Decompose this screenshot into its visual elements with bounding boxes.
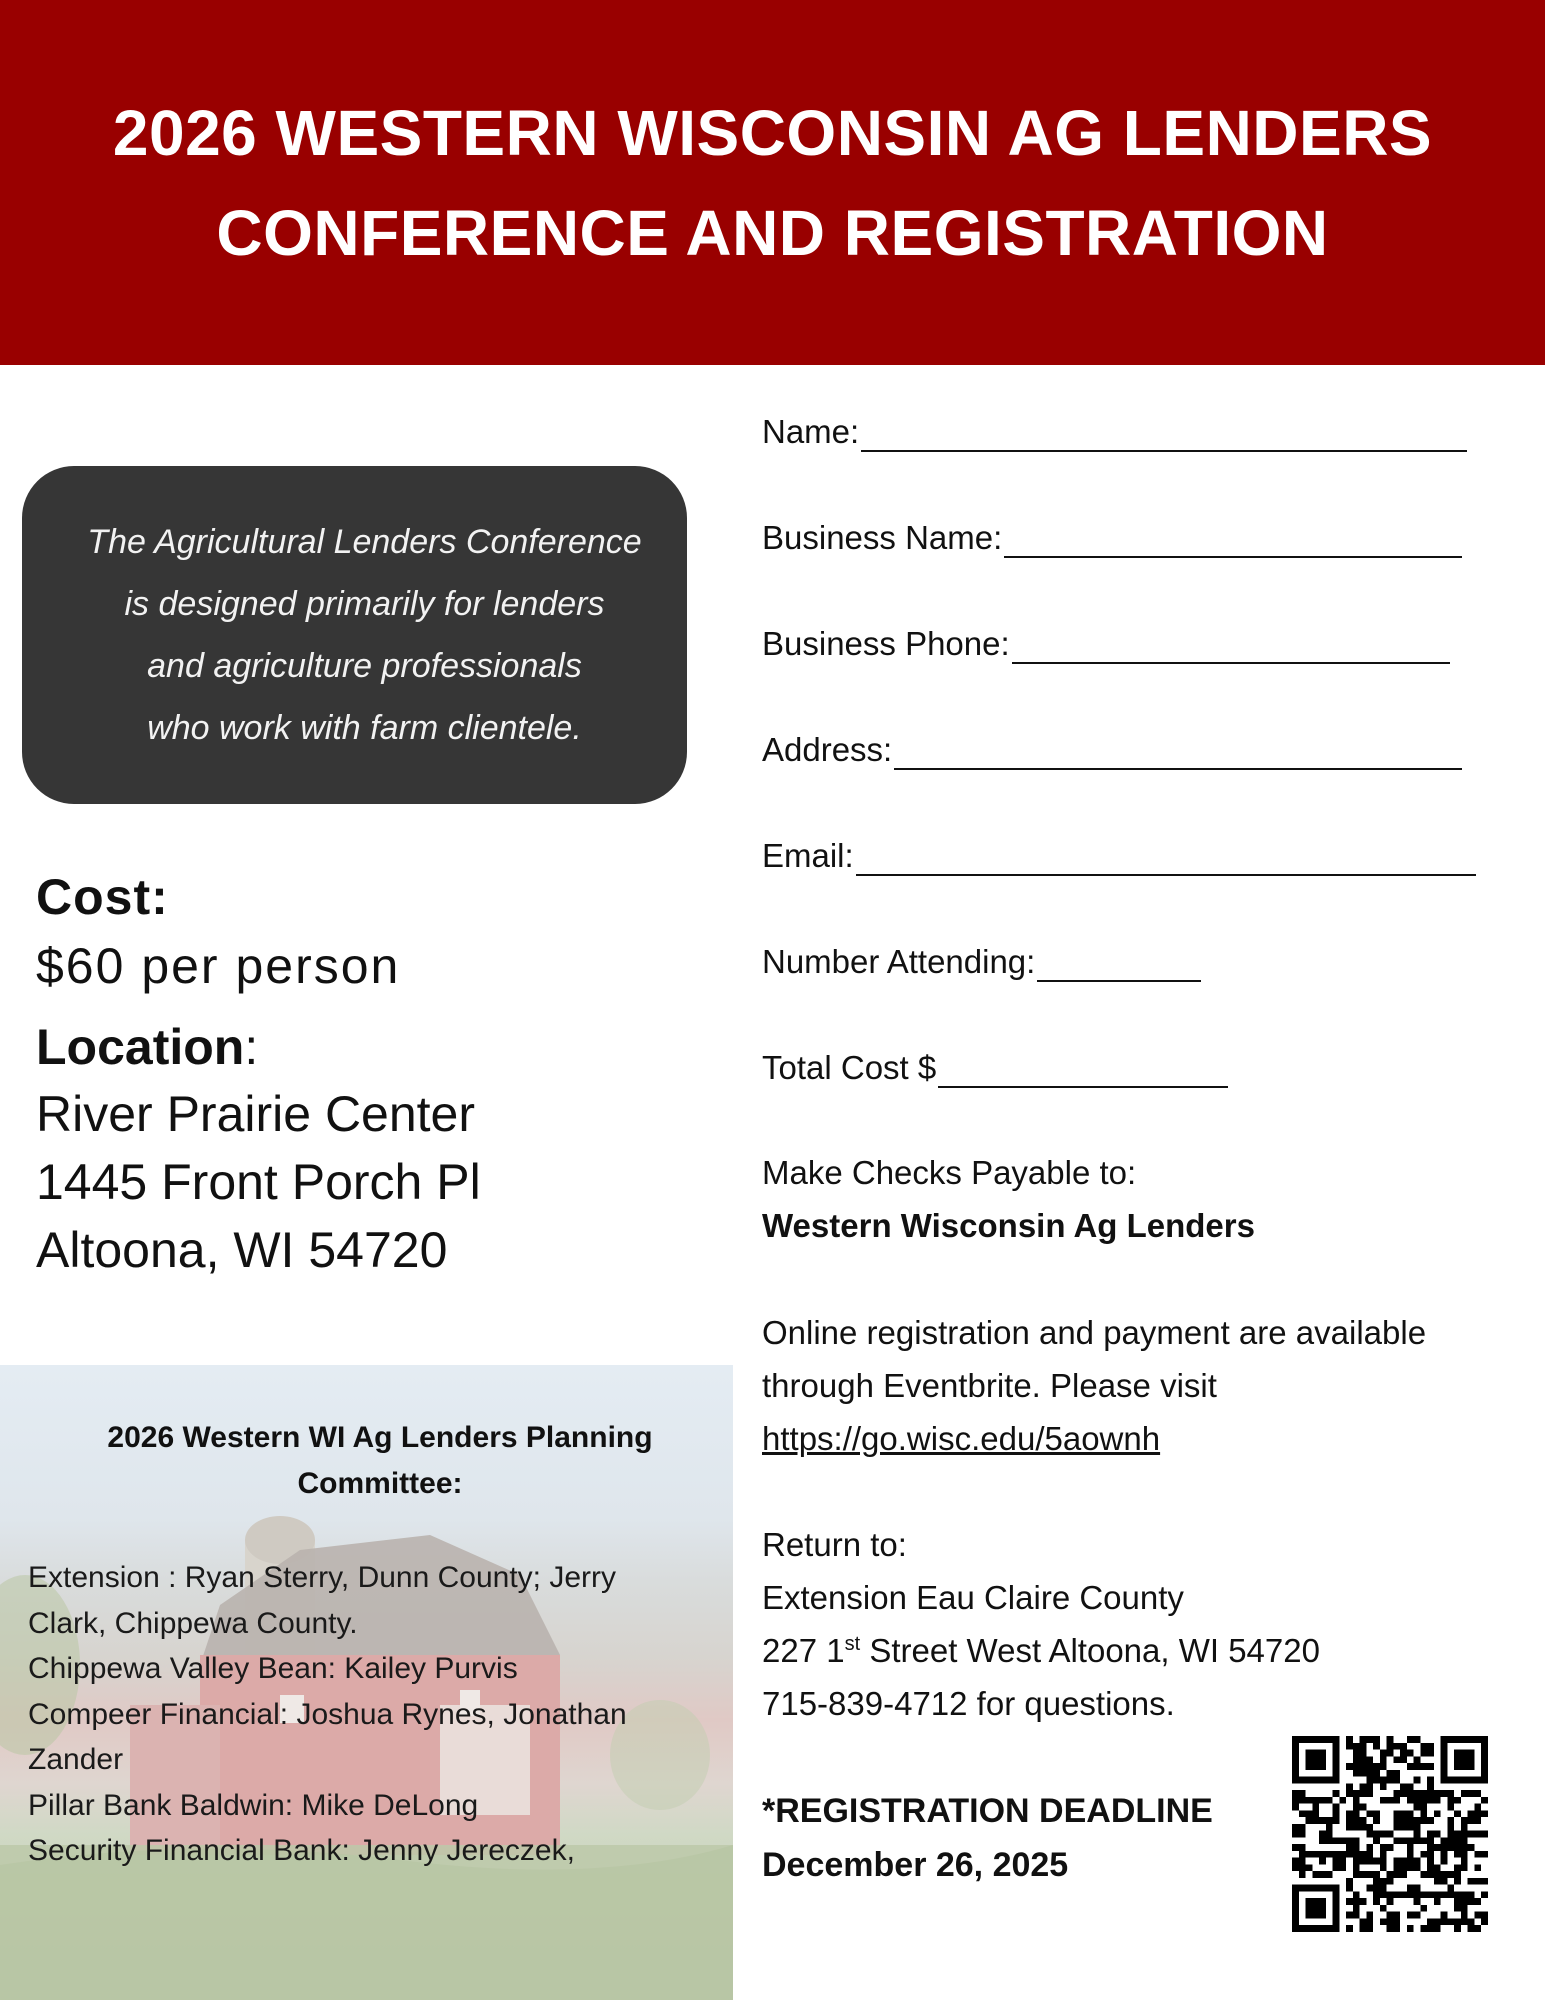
name-line[interactable] <box>861 420 1467 452</box>
address-label: Address: <box>762 731 893 768</box>
return-org: Extension Eau Claire County <box>762 1579 1184 1616</box>
event-info <box>36 868 481 1284</box>
return-address-rest: Street West Altoona, WI 54720 <box>860 1632 1320 1669</box>
cost-label: Cost: <box>36 869 169 925</box>
number-attending-label: Number Attending: <box>762 943 1036 980</box>
return-address <box>762 1624 1320 1677</box>
name-field[interactable] <box>762 412 1467 452</box>
location-venue: River Prairie Center <box>36 1086 476 1142</box>
committee-title-line-2: Committee: <box>297 1467 463 1500</box>
address-line[interactable] <box>894 738 1462 770</box>
total-cost-label: Total Cost $ <box>762 1049 937 1086</box>
committee-title-line-1: 2026 Western WI Ag Lenders Planning <box>107 1421 653 1454</box>
number-attending-line[interactable] <box>1037 950 1201 982</box>
payment-info <box>762 1146 1255 1252</box>
committee-section <box>0 1365 733 2000</box>
description-line: is designed primarily for lenders <box>124 585 605 623</box>
committee-member-line: Security Financial Bank: Jenny Jereczek, <box>28 1834 575 1867</box>
cost-value: $60 per person <box>36 938 401 994</box>
return-phone: 715-839-4712 for questions. <box>762 1685 1175 1722</box>
return-address-number: 227 1 <box>762 1632 845 1669</box>
committee-member-line: Clark, Chippewa County. <box>28 1606 358 1640</box>
number-attending-field[interactable] <box>762 942 1201 982</box>
description-line: who work with farm clientele. <box>147 709 582 747</box>
email-line[interactable] <box>856 844 1476 876</box>
description-line: and agriculture professionals <box>147 647 582 685</box>
page-title-line-1: 2026 WESTERN WISCONSIN AG LENDERS <box>112 96 1433 169</box>
qr-code-icon[interactable] <box>1292 1736 1488 1932</box>
return-info <box>762 1518 1320 1730</box>
description-line: The Agricultural Lenders Conference <box>87 523 642 561</box>
email-field[interactable] <box>762 836 1476 876</box>
description-box <box>22 466 687 804</box>
committee-member-line: Compeer Financial: Joshua Rynes, Jonathan <box>28 1697 627 1731</box>
business-phone-line[interactable] <box>1012 632 1450 664</box>
header-banner <box>0 0 1545 365</box>
return-label: Return to: <box>762 1526 907 1563</box>
name-label: Name: <box>762 413 860 450</box>
committee-member-line: Chippewa Valley Bean: Kailey Purvis <box>28 1652 518 1685</box>
business-name-label: Business Name: <box>762 519 1003 556</box>
online-line-1: Online registration and payment are available <box>762 1314 1427 1351</box>
business-name-line[interactable] <box>1004 526 1462 558</box>
committee-list <box>28 1555 718 1874</box>
payee-name: Western Wisconsin Ag Lenders <box>762 1207 1255 1244</box>
address-field[interactable] <box>762 730 1462 770</box>
business-phone-field[interactable] <box>762 624 1450 664</box>
committee-member-line: Extension : Ryan Sterry, Dunn County; Jerry <box>28 1561 617 1594</box>
email-label: Email: <box>762 837 854 874</box>
page-title-line-2: CONFERENCE AND REGISTRATION <box>216 196 1329 269</box>
business-name-field[interactable] <box>762 518 1462 558</box>
total-cost-line[interactable] <box>938 1056 1228 1088</box>
location-city: Altoona, WI 54720 <box>36 1222 448 1278</box>
committee-member-line: Pillar Bank Baldwin: Mike DeLong <box>28 1788 479 1822</box>
location-colon: : <box>244 1019 259 1075</box>
checks-payable-label: Make Checks Payable to: <box>762 1154 1137 1191</box>
deadline-date: December 26, 2025 <box>762 1846 1069 1884</box>
total-cost-field[interactable] <box>762 1048 1228 1088</box>
return-address-suffix: st <box>844 1633 861 1655</box>
committee-title <box>0 1415 760 1507</box>
committee-member-line: Zander <box>28 1743 124 1776</box>
online-line-2: through Eventbrite. Please visit <box>762 1367 1217 1404</box>
location-heading <box>36 1014 481 1080</box>
location-label: Location <box>36 1019 245 1075</box>
business-phone-label: Business Phone: <box>762 625 1010 662</box>
location-street: 1445 Front Porch Pl <box>36 1154 481 1210</box>
deadline-line-1: *REGISTRATION DEADLINE <box>762 1792 1213 1830</box>
online-registration <box>762 1306 1426 1465</box>
registration-deadline <box>762 1784 1213 1892</box>
eventbrite-link[interactable]: https://go.wisc.edu/5aownh <box>762 1420 1161 1457</box>
